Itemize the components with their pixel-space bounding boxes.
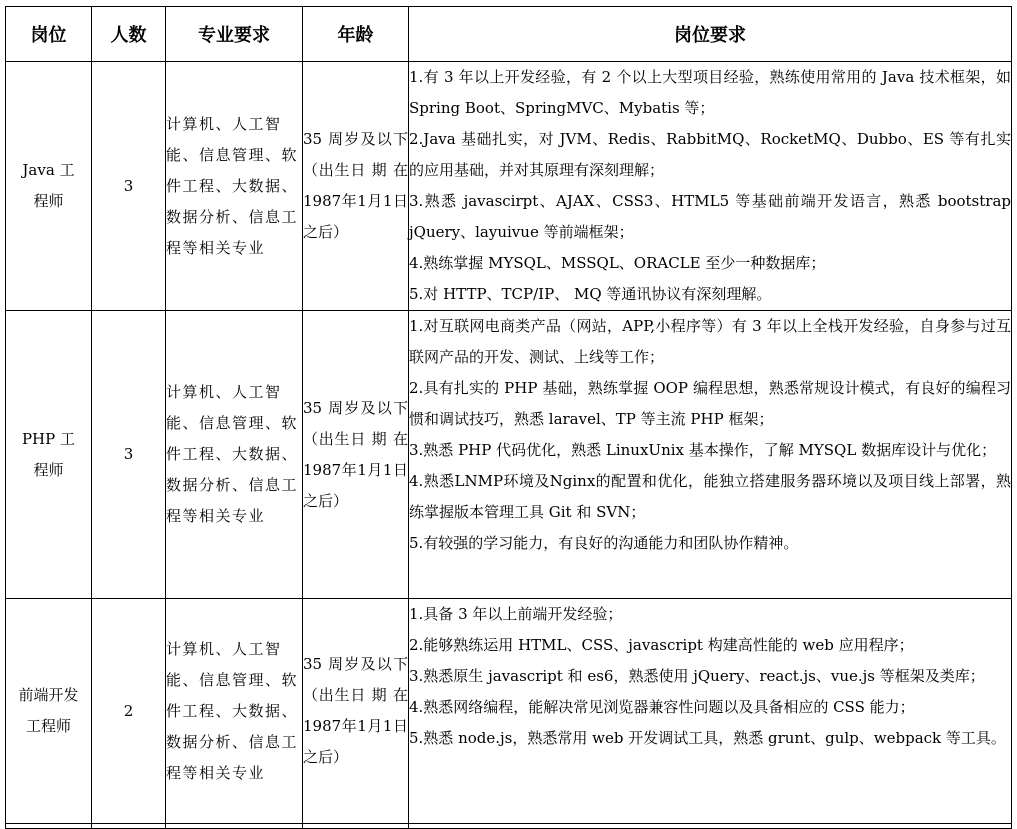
table-row	[6, 311, 1012, 599]
age-cell: 35 周岁及以下（出生日 期 在1987年1月1日之后）	[303, 311, 409, 599]
requirement-item: 3.熟悉 PHP 代码优化，熟悉 LinuxUnix 基本操作，了解 MYSQL 数据库设计与优化；	[409, 441, 997, 459]
count-cell: 2	[92, 599, 166, 824]
requirement-item: 4.熟悉LNMP环境及Nginx的配置和优化，能独立搭建服务器环境以及项目线上部署，熟练掌握版本管理工具 Git 和 SVN；	[409, 472, 1011, 521]
empty-cell	[166, 824, 303, 829]
header-major: 专业要求	[166, 7, 303, 62]
requirement-item: 2.具有扎实的 PHP 基础，熟练掌握 OOP 编程思想，熟悉常规设计模式，有良好的编程习惯和调试技巧，熟悉 laravel、TP 等主流 PHP 框架；	[409, 379, 1011, 428]
post-name: 前端开发工程师	[18, 686, 79, 735]
post-cell	[6, 311, 92, 599]
requirement-item: 2.能够熟练运用 HTML、CSS、javascript 构建高性能的 web 应用程序；	[409, 636, 914, 654]
requirement-item: 4.熟练掌握 MYSQL、MSSQL、ORACLE 至少一种数据库；	[409, 254, 826, 272]
empty-cell	[303, 824, 409, 829]
header-requirements: 岗位要求	[409, 7, 1012, 62]
table-row-partial	[6, 824, 1012, 829]
header-count: 人数	[92, 7, 166, 62]
requirement-item: 5.有较强的学习能力，有良好的沟通能力和团队协作精神。	[409, 534, 799, 552]
post-cell	[6, 599, 92, 824]
major-cell: 计算机、人工智能、信息管理、软件工程、大数据、数据分析、信息工程等相关专业	[166, 311, 303, 599]
age-cell: 35 周岁及以下（出生日 期 在1987年1月1日之后）	[303, 599, 409, 824]
requirements-cell	[409, 599, 1012, 824]
requirement-item: 5.熟悉 node.js，熟悉常用 web 开发调试工具，熟悉 grunt、gulp、webpack 等工具。	[409, 729, 1006, 747]
age-cell: 35 周岁及以下（出生日 期 在1987年1月1日之后）	[303, 62, 409, 311]
requirements-cell	[409, 311, 1012, 599]
major-cell: 计算机、人工智能、信息管理、软件工程、大数据、数据分析、信息工程等相关专业	[166, 599, 303, 824]
major-cell: 计算机、人工智能、信息管理、软件工程、大数据、数据分析、信息工程等相关专业	[166, 62, 303, 311]
header-age: 年龄	[303, 7, 409, 62]
empty-cell	[6, 824, 92, 829]
requirement-item: 2.Java 基础扎实，对 JVM、Redis、RabbitMQ、RocketMQ、Dubbo、ES 等有扎实的应用基础，并对其原理有深刻理解；	[409, 130, 1011, 179]
requirement-item: 3.熟悉原生 javascript 和 es6，熟悉使用 jQuery、react.js、vue.js 等框架及类库；	[409, 667, 985, 685]
empty-cell	[409, 824, 1012, 829]
count-cell: 3	[92, 62, 166, 311]
count-cell: 3	[92, 311, 166, 599]
requirement-item: 3.熟悉 javascirpt、AJAX、CSS3、HTML5 等基础前端开发语言，熟悉 bootstrap jQuery、layuivue 等前端框架；	[409, 192, 1011, 241]
header-post: 岗位	[6, 7, 92, 62]
requirement-item: 5.对 HTTP、TCP/IP、 MQ 等通讯协议有深刻理解。	[409, 285, 772, 303]
requirement-item: 1.具备 3 年以上前端开发经验；	[409, 605, 623, 623]
table-header-row	[6, 7, 1012, 62]
post-name: PHP 工程师	[21, 429, 76, 479]
requirement-item: 4.熟悉网络编程，能解决常见浏览器兼容性问题以及具备相应的 CSS 能力；	[409, 698, 915, 716]
post-name: Java 工程师	[22, 161, 75, 210]
job-requirements-table	[5, 6, 1012, 829]
requirement-item: 1.对互联网电商类产品（网站，APP,小程序等）有 3 年以上全栈开发经验，自身参与过互联网产品的开发、测试、上线等工作；	[409, 317, 1011, 366]
post-cell	[6, 62, 92, 311]
requirements-cell	[409, 62, 1012, 311]
empty-cell	[92, 824, 166, 829]
table-row	[6, 62, 1012, 311]
table-row	[6, 599, 1012, 824]
requirement-item: 1.有 3 年以上开发经验，有 2 个以上大型项目经验，熟练使用常用的 Java 技术框架，如 Spring Boot、SpringMVC、Mybatis 等；	[409, 68, 1011, 117]
